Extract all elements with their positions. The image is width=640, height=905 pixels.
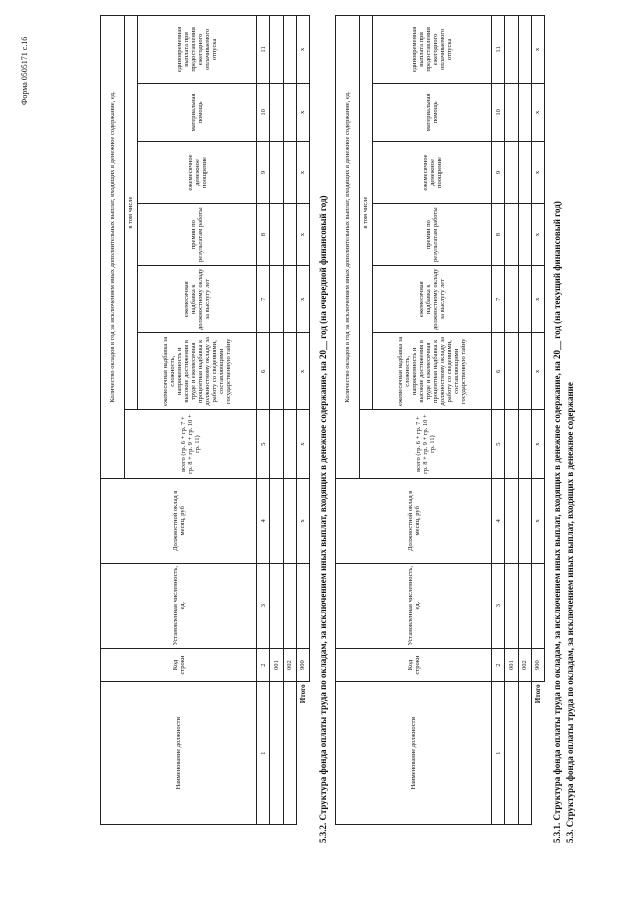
t1-cell[interactable]: [518, 266, 531, 333]
section-title: 5.3. Структура фонда оплаты труда по окладам, за исключением иных выплат, входящих в денежное содержание: [565, 382, 575, 843]
t2-num: 8: [257, 204, 270, 266]
t1-cell[interactable]: [505, 478, 518, 563]
t2-num: 4: [257, 478, 270, 563]
t2-cell[interactable]: [283, 16, 296, 84]
t2-num: 10: [257, 83, 270, 141]
table-row: [283, 16, 296, 825]
t1-cell[interactable]: [518, 410, 531, 479]
t2-h-col11: единовременная выплата при предоставлении ежегодного оплачиваемого отпуска: [138, 16, 257, 84]
t2-h-col3: Установленная численность, ед.: [101, 563, 257, 648]
t2-h-col5: всего (гр. 6 + гр. 7 + гр. 8 + гр. 9 + гр. 10 + гр. 11): [124, 410, 256, 479]
t1-num: 8: [492, 204, 505, 266]
t1-h-col11: единовременная выплата при предоставлении ежегодного оплачиваемого отпуска: [373, 16, 492, 84]
t2-num: 3: [257, 563, 270, 648]
t2-total-cell: x: [296, 410, 309, 479]
t1-total-code: 900: [531, 648, 544, 682]
t2-r2-name[interactable]: [283, 682, 296, 825]
t2-cell[interactable]: [270, 141, 283, 203]
t2-cell[interactable]: [283, 83, 296, 141]
t1-h-col4: Должностной оклад в месяц, руб: [336, 478, 492, 563]
t1-cell[interactable]: [518, 333, 531, 410]
t2-cell[interactable]: [283, 410, 296, 479]
table2-title: 5.3.2. Структура фонда оплаты труда по окладам, за исключением иных выплат, входящих в денежное содержание, на 20__ год (на очередной финансовый год): [318, 195, 328, 843]
t2-total-cell: x: [296, 83, 309, 141]
t1-h-col3: Установленная численность, ед.: [336, 563, 492, 648]
table-row: [270, 16, 283, 825]
t1-cell[interactable]: [505, 563, 518, 648]
t1-num: 4: [492, 478, 505, 563]
t1-total-cell: x: [531, 266, 544, 333]
t1-total-cell: x: [531, 333, 544, 410]
t1-cell[interactable]: [505, 410, 518, 479]
t1-num: 6: [492, 333, 505, 410]
t2-total-cell: x: [296, 204, 309, 266]
t2-cell[interactable]: [283, 333, 296, 410]
t1-cell[interactable]: [518, 204, 531, 266]
t2-num: 7: [257, 266, 270, 333]
t1-num: 7: [492, 266, 505, 333]
t2-cell[interactable]: [283, 204, 296, 266]
t1-h-group: Количество окладов в год за исключением иных дополнительных выплат, входящих в денежное содержание, ед.: [336, 16, 360, 479]
t1-num: 11: [492, 16, 505, 84]
t1-cell[interactable]: [505, 16, 518, 84]
t1-cell[interactable]: [505, 204, 518, 266]
t2-cell[interactable]: [270, 204, 283, 266]
t2-num: 2: [257, 648, 270, 682]
t2-h-col7: ежемесячная надбавка к должностному окладу за выслугу лет: [138, 266, 257, 333]
t2-h-col1: Наименование должности: [101, 682, 257, 825]
t1-r1-code: 001: [505, 648, 518, 682]
t2-total-cell: x: [296, 478, 309, 563]
t2-h-col8: премии по результатам работы: [138, 204, 257, 266]
t1-total-cell[interactable]: [531, 563, 544, 648]
t2-cell[interactable]: [283, 563, 296, 648]
t1-total-cell: x: [531, 83, 544, 141]
t1-total-cell: x: [531, 478, 544, 563]
t1-h-col1: Наименование должности: [336, 682, 492, 825]
t1-num: 2: [492, 648, 505, 682]
t1-h-col9: ежемесячное денежное поощрение: [373, 141, 492, 203]
table-row: [505, 16, 518, 825]
t1-num: 3: [492, 563, 505, 648]
t2-h-col6: ежемесячная надбавка за сложность, напряженность и высокие достижения в труде и ежемесячная процентная надбавка к должностному окладу за работу со сведениями, составляющими государственную тайну: [138, 333, 257, 410]
t2-total-label: Итого: [299, 684, 308, 704]
t1-number-row: [492, 16, 505, 825]
t2-num: 9: [257, 141, 270, 203]
t2-num: 11: [257, 16, 270, 84]
t1-h-col2: Код строки: [336, 648, 492, 682]
t2-cell[interactable]: [270, 563, 283, 648]
t2-cell[interactable]: [270, 333, 283, 410]
t1-num: 9: [492, 141, 505, 203]
t1-cell[interactable]: [505, 83, 518, 141]
t1-cell[interactable]: [518, 563, 531, 648]
t2-number-row: [257, 16, 270, 825]
t2-r1-code: 001: [270, 648, 283, 682]
t1-total-label: Итого: [534, 684, 543, 704]
t1-h-col5: всего (гр. 6 + гр. 7 + гр. 8 + гр. 9 + гр. 10 + гр. 11): [359, 410, 491, 479]
t2-h-col9: ежемесячное денежное поощрение: [138, 141, 257, 203]
t2-h-col10: материальная помощь: [138, 83, 257, 141]
t1-h-col10: материальная помощь: [373, 83, 492, 141]
t1-cell[interactable]: [505, 141, 518, 203]
t2-h-inthat: в том числе: [124, 16, 137, 410]
t1-cell[interactable]: [518, 478, 531, 563]
t2-cell[interactable]: [270, 83, 283, 141]
t2-r2-code: 002: [283, 648, 296, 682]
t2-cell[interactable]: [283, 141, 296, 203]
t2-total-cell: x: [296, 141, 309, 203]
t1-num: 10: [492, 83, 505, 141]
table-row: [518, 16, 531, 825]
t1-h-col7: ежемесячная надбавка к должностному окладу за выслугу лет: [373, 266, 492, 333]
t1-total-cell: x: [531, 16, 544, 84]
t2-total-cell: x: [296, 266, 309, 333]
t2-r1-name[interactable]: [270, 682, 283, 825]
t1-h-col8: премии по результатам работы: [373, 204, 492, 266]
form-code: Форма 0505171 с.16: [20, 36, 29, 105]
t2-total-cell: x: [296, 333, 309, 410]
t2-h-col4: Должностной оклад в месяц, руб: [101, 478, 257, 563]
t1-num: 1: [492, 682, 505, 825]
table2: [100, 15, 310, 825]
t2-num: 1: [257, 682, 270, 825]
t2-cell[interactable]: [270, 478, 283, 563]
t1-cell[interactable]: [518, 83, 531, 141]
t1-cell[interactable]: [518, 16, 531, 84]
table1: [335, 15, 545, 825]
t1-cell[interactable]: [505, 266, 518, 333]
t1-cell[interactable]: [518, 141, 531, 203]
t1-r2-name[interactable]: [518, 682, 531, 825]
t1-r1-name[interactable]: [505, 682, 518, 825]
t1-cell[interactable]: [505, 333, 518, 410]
t2-num: 6: [257, 333, 270, 410]
t1-r2-code: 002: [518, 648, 531, 682]
t2-cell[interactable]: [270, 266, 283, 333]
table1-title: 5.3.1. Структура фонда оплаты труда по окладам, за исключением иных выплат, входящих в денежное содержание, на 20__ год (на текущий финансовый год): [552, 201, 562, 843]
table-total-row: [296, 16, 309, 825]
t1-total-cell: x: [531, 410, 544, 479]
t2-cell[interactable]: [270, 16, 283, 84]
t2-cell[interactable]: [270, 410, 283, 479]
t2-cell[interactable]: [283, 266, 296, 333]
t2-cell[interactable]: [283, 478, 296, 563]
t2-h-col2: Код строки: [101, 648, 257, 682]
t1-total-cell: x: [531, 204, 544, 266]
t1-h-inthat: в том числе: [359, 16, 372, 410]
table-total-row: [531, 16, 544, 825]
t2-total-cell[interactable]: [296, 563, 309, 648]
t2-total-code: 900: [296, 648, 309, 682]
t2-h-group: Количество окладов в год за исключением иных дополнительных выплат, входящих в денежное содержание, ед.: [101, 16, 125, 479]
t1-num: 5: [492, 410, 505, 479]
t1-total-cell: x: [531, 141, 544, 203]
t1-h-col6: ежемесячная надбавка за сложность, напряженность и высокие достижения в труде и ежемесячная процентная надбавка к должностному окладу за работу со сведениями, составляющими государственную тайну: [373, 333, 492, 410]
t2-total-cell: x: [296, 16, 309, 84]
t2-num: 5: [257, 410, 270, 479]
